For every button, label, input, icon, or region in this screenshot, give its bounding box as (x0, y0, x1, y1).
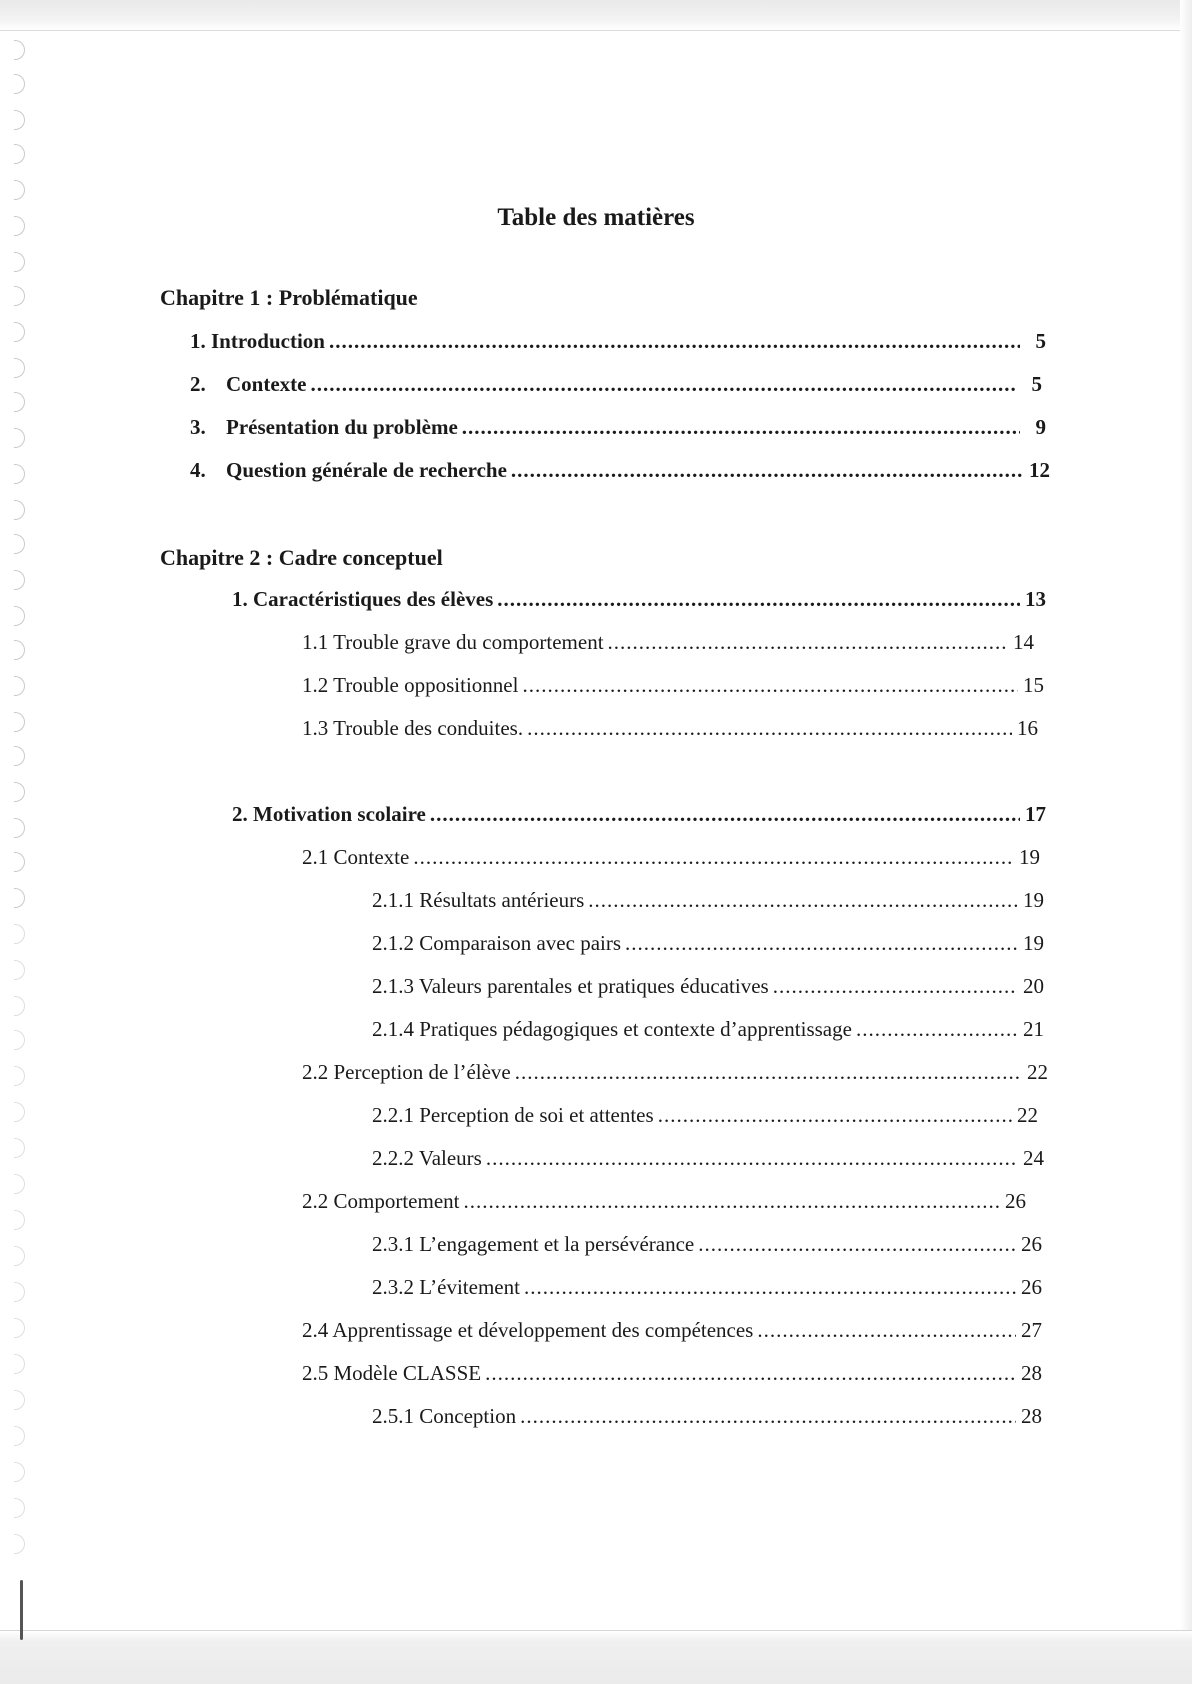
toc-entry[interactable]: 2.1.4 Pratiques pédagogiques et contexte d’apprentissage ..... 21 (372, 1017, 1044, 1042)
leader-dots (625, 931, 1018, 956)
binding-holes (6, 40, 36, 1600)
leader-dots (463, 1189, 1000, 1214)
leader-dots (757, 1318, 1016, 1343)
toc-entry[interactable]: 2.3.2 L’évitement ..... 26 (372, 1275, 1042, 1300)
toc-entry[interactable]: 2.2.1 Perception de soi et attentes ..... 22 (372, 1103, 1038, 1128)
leader-dots (698, 1232, 1016, 1257)
leader-dots (588, 888, 1018, 913)
leader-dots (527, 716, 1012, 741)
leader-dots (413, 845, 1014, 870)
scan-bottom-border (0, 1630, 1192, 1684)
leader-dots (511, 458, 1024, 483)
toc-entry[interactable]: 2.1.3 Valeurs parentales et pratiques éducatives ..... 20 (372, 974, 1044, 999)
toc-entry[interactable]: 2. Contexte ..... 5 (190, 372, 1042, 397)
scan-top-border (0, 0, 1192, 31)
leader-dots (520, 1404, 1016, 1429)
leader-dots (310, 372, 1016, 397)
toc-entry[interactable]: 1.2 Trouble oppositionnel ..... 15 (302, 673, 1044, 698)
page-title: Table des matières (497, 204, 695, 231)
leader-dots (658, 1103, 1012, 1128)
toc-entry[interactable]: 2.2 Comportement ..... 26 (302, 1189, 1026, 1214)
toc-entry[interactable]: 2.1.1 Résultats antérieurs ..... 19 (372, 888, 1044, 913)
toc-entry[interactable]: 1. Introduction ..... 5 (190, 329, 1046, 354)
leader-dots (486, 1146, 1018, 1171)
toc-entry[interactable]: 2.2 Perception de l’élève ..... 22 (302, 1060, 1048, 1085)
scan-right-border (1180, 0, 1192, 1684)
toc-entry[interactable]: 2.2.2 Valeurs ..... 24 (372, 1146, 1044, 1171)
toc-entry[interactable]: 2. Motivation scolaire ..... 17 (232, 802, 1046, 827)
toc-entry[interactable]: 3. Présentation du problème ..... 9 (190, 415, 1046, 440)
toc-entry[interactable]: 2.1 Contexte ..... 19 (302, 845, 1040, 870)
leader-dots (773, 974, 1018, 999)
leader-dots (497, 587, 1020, 612)
leader-dots (329, 329, 1020, 354)
leader-dots (856, 1017, 1018, 1042)
leader-dots (430, 802, 1020, 827)
toc-entry[interactable]: 2.3.1 L’engagement et la persévérance ..... 26 (372, 1232, 1042, 1257)
chapter-1-heading: Chapitre 1 : Problématique (160, 285, 418, 310)
toc-entry[interactable]: 2.5 Modèle CLASSE ..... 28 (302, 1361, 1042, 1386)
toc-entry[interactable]: 2.4 Apprentissage et développement des compétences ..... 27 (302, 1318, 1042, 1343)
leader-dots (608, 630, 1008, 655)
leader-dots (485, 1361, 1016, 1386)
toc-entry[interactable]: 1.1 Trouble grave du comportement ..... 14 (302, 630, 1034, 655)
leader-dots (515, 1060, 1022, 1085)
toc-entry[interactable]: 2.5.1 Conception ..... 28 (372, 1404, 1042, 1429)
toc-entry[interactable]: 1. Caractéristiques des élèves ..... 13 (232, 587, 1046, 612)
leader-dots (462, 415, 1020, 440)
toc-entry[interactable]: 4. Question générale de recherche ..... 12 (190, 458, 1050, 483)
chapter-2-heading: Chapitre 2 : Cadre conceptuel (160, 545, 443, 570)
leader-dots (524, 1275, 1016, 1300)
toc-entry[interactable]: 1.3 Trouble des conduites. ..... 16 (302, 716, 1038, 741)
leader-dots (522, 673, 1018, 698)
toc-entry[interactable]: 2.1.2 Comparaison avec pairs ..... 19 (372, 931, 1044, 956)
